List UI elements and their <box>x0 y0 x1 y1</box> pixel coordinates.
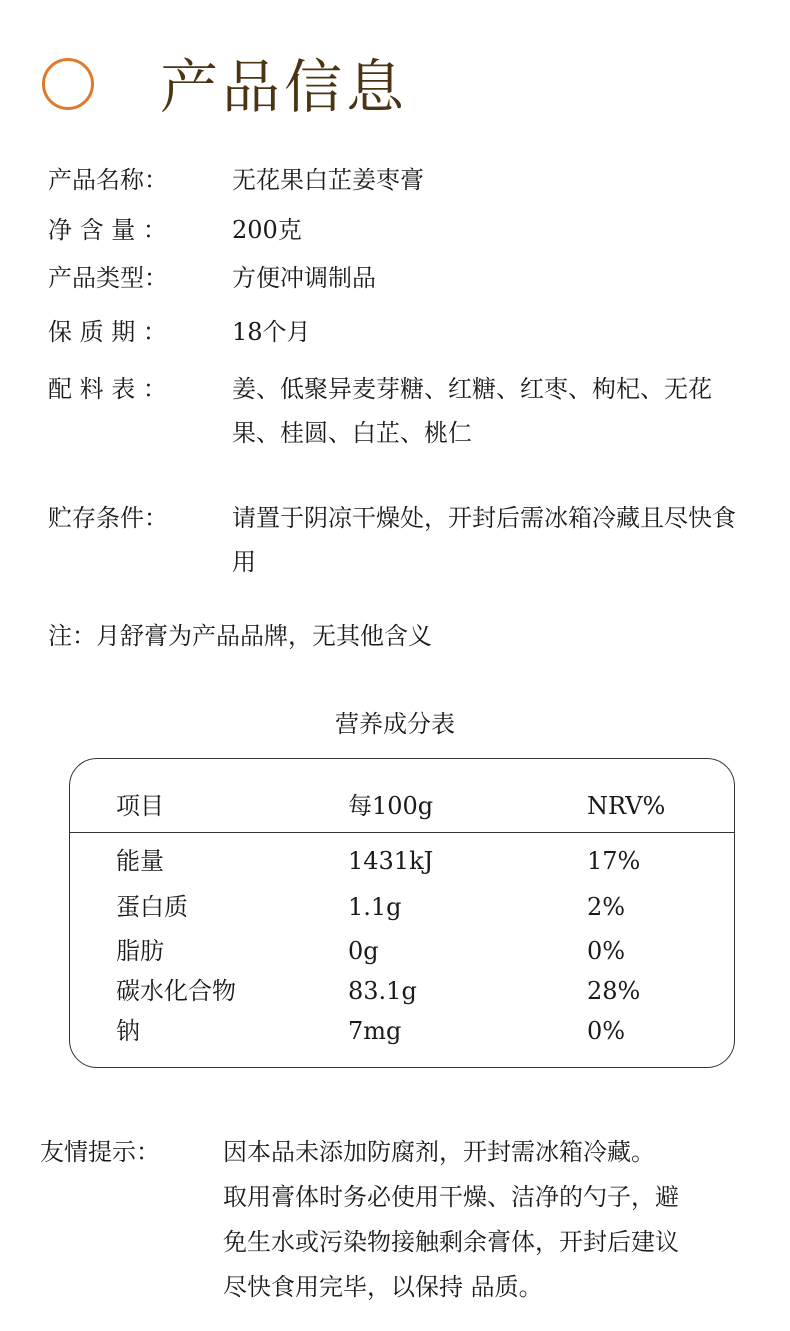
table-cell: 0% <box>587 937 626 965</box>
info-label: 净 含 量 ： <box>48 216 167 244</box>
tips-line: 免生水或污染物接触剩余膏体，开封后建议 <box>223 1228 679 1256</box>
info-label: 保 质 期 ： <box>48 318 167 346</box>
info-label: 贮存条件： <box>48 504 168 532</box>
table-cell: 28% <box>587 977 641 1005</box>
table-cell: 83.1g <box>348 977 417 1005</box>
table-header-cell: 项目 <box>116 792 164 820</box>
tips-text <box>223 1130 743 1310</box>
tips-line: 取用膏体时务必使用干燥、洁净的勺子，避 <box>223 1183 679 1211</box>
tips-label: 友情提示： <box>40 1138 160 1166</box>
info-value: 方便冲调制品 <box>232 264 376 292</box>
info-value: 200克 <box>232 216 302 244</box>
page-title: 产品信息 <box>160 53 409 121</box>
table-cell: 脂肪 <box>116 937 164 965</box>
nutrition-table-title: 营养成分表 <box>335 710 455 738</box>
info-value: 无花果白芷姜枣膏 <box>232 166 424 194</box>
table-cell: 0g <box>348 937 379 965</box>
table-header-cell: NRV% <box>587 792 666 820</box>
info-value: 18个月 <box>232 318 311 346</box>
tips-line: 因本品未添加防腐剂，开封需冰箱冷藏。 <box>223 1138 655 1166</box>
tips-line: 尽快食用完毕，以保持 品质。 <box>223 1273 543 1301</box>
brand-note: 注：月舒膏为产品品牌，无其他含义 <box>48 622 432 650</box>
table-cell: 17% <box>587 847 641 875</box>
info-label: 产品类型： <box>48 264 168 292</box>
table-header-cell: 每100g <box>348 792 434 820</box>
info-label: 产品名称： <box>48 166 168 194</box>
table-cell: 0% <box>587 1017 626 1045</box>
table-cell: 碳水化合物 <box>116 977 236 1005</box>
table-cell: 能量 <box>116 847 164 875</box>
circle-decoration-icon <box>42 58 94 110</box>
info-value: 请置于阴凉干燥处，开封后需冰箱冷藏且尽快食用 <box>232 504 736 576</box>
info-value: 姜、低聚异麦芽糖、红糖、红枣、枸杞、无花果、桂圆、白芷、桃仁 <box>232 375 712 447</box>
table-cell: 7mg <box>348 1017 402 1045</box>
info-label: 配 料 表 ： <box>48 375 167 403</box>
table-cell: 1.1g <box>348 893 402 921</box>
table-divider <box>70 832 734 833</box>
table-cell: 蛋白质 <box>116 893 188 921</box>
table-cell: 钠 <box>116 1017 140 1045</box>
table-cell: 1431kJ <box>348 847 434 875</box>
table-cell: 2% <box>587 893 626 921</box>
